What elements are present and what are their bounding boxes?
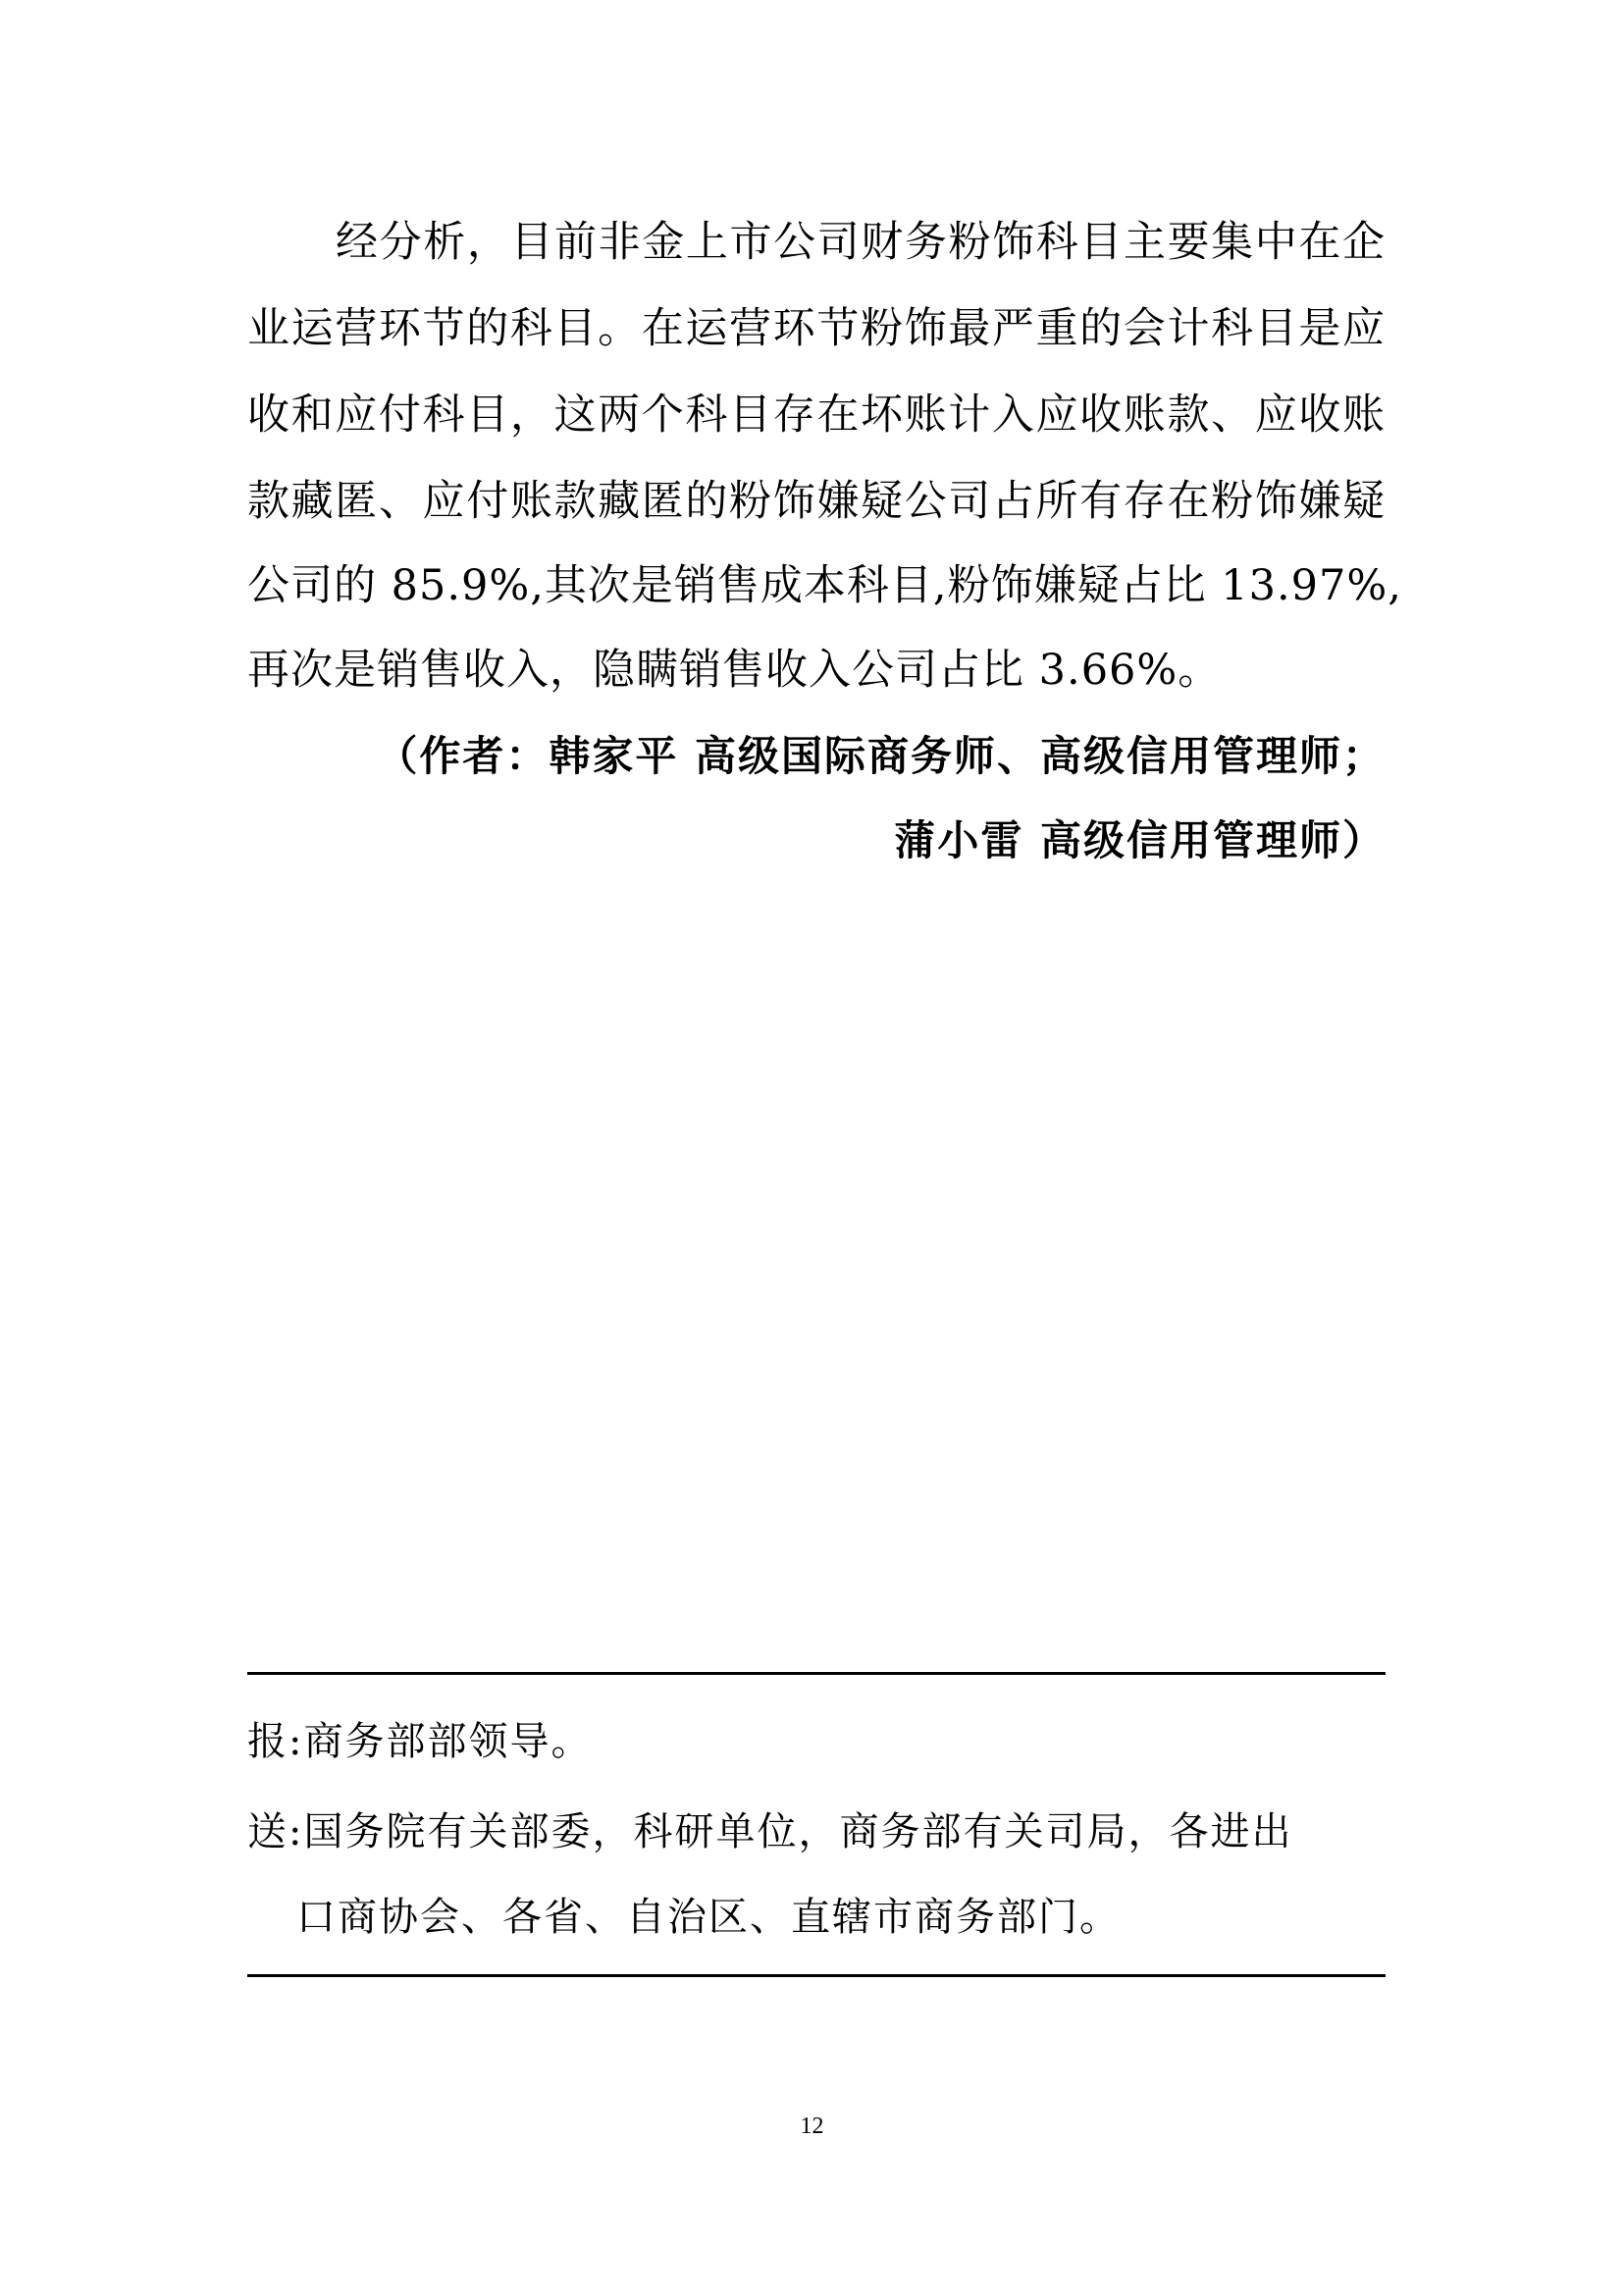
send-to-line-1: 送:国务院有关部委，科研单位，商务部有关司局，各进出 — [247, 1809, 1293, 1854]
report-to-line: 报:商务部部领导。 — [247, 1719, 593, 1764]
top-divider — [247, 1672, 1386, 1675]
author-line-2: 蒲小雷 高级信用管理师） — [894, 816, 1386, 864]
author-line-1: （作者：韩家平 高级国际商务师、高级信用管理师； — [376, 732, 1386, 780]
paragraph-line-2: 业运营环节的科目。在运营环节粉饰最严重的会计科目是应 — [247, 304, 1386, 353]
paragraph-line-6: 再次是销售收入，隐瞒销售收入公司占比 3.66%。 — [247, 646, 1222, 695]
paragraph-line-1: 经分析，目前非金上市公司财务粉饰科目主要集中在企 — [336, 218, 1386, 267]
bottom-divider — [247, 1974, 1386, 1977]
paragraph-line-3: 收和应付科目，这两个科目存在坏账计入应收账款、应收账 — [247, 391, 1386, 440]
paragraph-line-5: 公司的 85.9%,其次是销售成本科目,粉饰嫌疑占比 13.97%, — [247, 561, 1402, 610]
page-number: 12 — [800, 2113, 824, 2139]
paragraph-line-4: 款藏匿、应付账款藏匿的粉饰嫌疑公司占所有存在粉饰嫌疑 — [247, 477, 1386, 526]
send-to-line-2: 口商协会、各省、自治区、直辖市商务部门。 — [296, 1895, 1121, 1940]
